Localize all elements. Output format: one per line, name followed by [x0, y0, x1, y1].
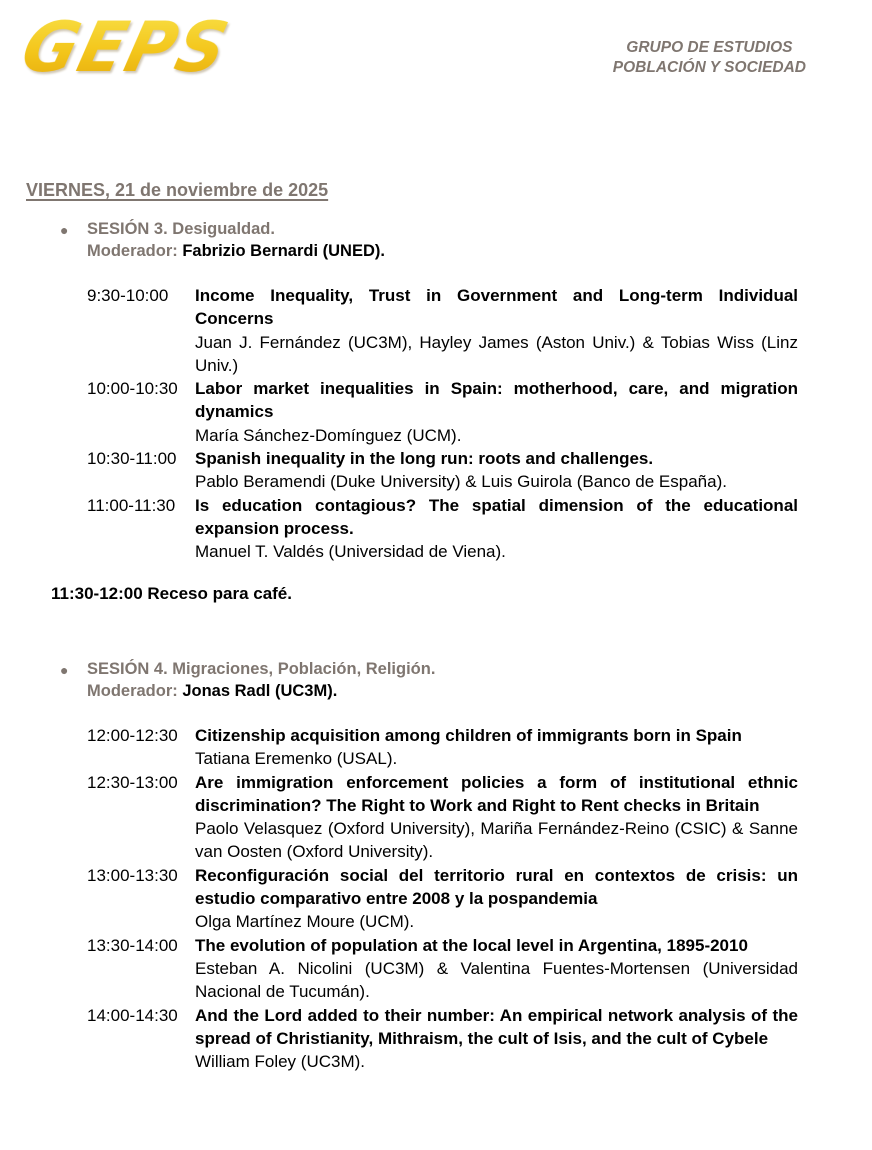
talk-time: 13:30-14:00	[87, 935, 178, 955]
talk-list	[60, 284, 820, 564]
moderator-line	[87, 240, 820, 262]
talk-authors: Pablo Beramendi (Duke University) & Luis Guirola (Banco de España).	[195, 472, 727, 492]
session-3	[60, 218, 820, 564]
talk-item	[60, 864, 820, 934]
talk-item	[60, 771, 820, 864]
org-line-2: POBLACIÓN Y SOCIEDAD	[612, 59, 806, 76]
talk-title: The evolution of population at the local level in Argentina, 1895-2010	[195, 935, 748, 955]
talk-time: 11:00-11:30	[87, 495, 176, 515]
talk-authors: William Foley (UC3M).	[195, 1052, 365, 1072]
moderator-label: Moderador:	[87, 242, 178, 260]
moderator-label: Moderador:	[87, 682, 178, 700]
session-title: SESIÓN 3. Desigualdad.	[87, 220, 275, 238]
geps-logo	[14, 7, 238, 88]
organization-name	[613, 38, 806, 78]
session-header	[87, 218, 820, 262]
talk-authors: Tatiana Eremenko (USAL).	[195, 749, 398, 769]
talk-title: Citizenship acquisition among children of immigrants born in Spain	[195, 726, 742, 745]
bullet-icon: ●	[60, 222, 69, 238]
talk-time: 13:00-13:30	[87, 865, 178, 885]
moderator-name: Jonas Radl (UC3M).	[182, 682, 338, 700]
talk-time: 10:00-10:30	[87, 379, 178, 399]
talk-list	[60, 724, 820, 1073]
coffee-break: 11:30-12:00 Receso para café.	[51, 584, 292, 603]
talk-time: 14:00-14:30	[87, 1005, 178, 1025]
talk-authors: María Sánchez-Domínguez (UCM).	[195, 425, 462, 445]
talk-title: Reconfiguración social del territorio rural en contextos de crisis: un estudio comparativo entre 2008 y la pospandemia	[195, 865, 798, 909]
talk-title: And the Lord added to their number: An empirical network analysis of the spread of Christianity, Mithraism, the cult of Isis, and the cult of Cybele	[195, 1005, 798, 1048]
talk-authors: Manuel T. Valdés (Universidad de Viena).	[195, 542, 506, 562]
talk-time: 10:30-11:00	[87, 449, 177, 469]
moderator-name: Fabrizio Bernardi (UNED).	[182, 242, 385, 260]
session-title: SESIÓN 4. Migraciones, Población, Religión.	[87, 660, 436, 678]
moderator-line	[87, 680, 820, 702]
talk-title: Income Inequality, Trust in Government and Long-term Individual Concerns	[195, 286, 798, 329]
talk-item	[60, 934, 820, 1004]
talk-authors: Paolo Velasquez (Oxford University), Mariña Fernández-Reino (CSIC) & Sanne van Oosten (Oxford University).	[195, 819, 798, 862]
talk-time: 12:30-13:00	[87, 772, 178, 792]
session-4	[60, 658, 820, 1073]
talk-authors: Esteban A. Nicolini (UC3M) & Valentina Fuentes-Mortensen (Universidad Nacional de Tucumán).	[195, 958, 798, 1002]
talk-item	[60, 284, 820, 377]
talk-authors: Juan J. Fernández (UC3M), Hayley James (Aston Univ.) & Tobias Wiss (Linz Univ.)	[195, 332, 798, 375]
talk-title: Spanish inequality in the long run: roots and challenges.	[195, 449, 654, 469]
talk-title: Are immigration enforcement policies a form of institutional ethnic discrimination? The Right to Work and Right to Rent checks in Britain	[195, 772, 798, 815]
day-heading: VIERNES, 21 de noviembre de 2025	[26, 180, 329, 200]
talk-time: 12:00-12:30	[87, 726, 178, 745]
org-line-1: GRUPO DE ESTUDIOS	[626, 39, 793, 56]
talk-item	[60, 377, 820, 447]
session-header	[87, 658, 820, 702]
talk-title: Is education contagious? The spatial dimension of the educational expansion process.	[195, 495, 798, 538]
talk-item	[60, 1004, 820, 1074]
talk-authors: Olga Martínez Moure (UCM).	[195, 912, 415, 932]
logo-text: GEPS	[14, 6, 238, 90]
bullet-icon: ●	[60, 662, 69, 678]
talk-title: Labor market inequalities in Spain: motherhood, care, and migration dynamics	[195, 379, 798, 422]
talk-item	[60, 447, 820, 494]
talk-item	[60, 494, 820, 564]
talk-time: 9:30-10:00	[87, 286, 169, 305]
talk-item	[60, 724, 820, 771]
